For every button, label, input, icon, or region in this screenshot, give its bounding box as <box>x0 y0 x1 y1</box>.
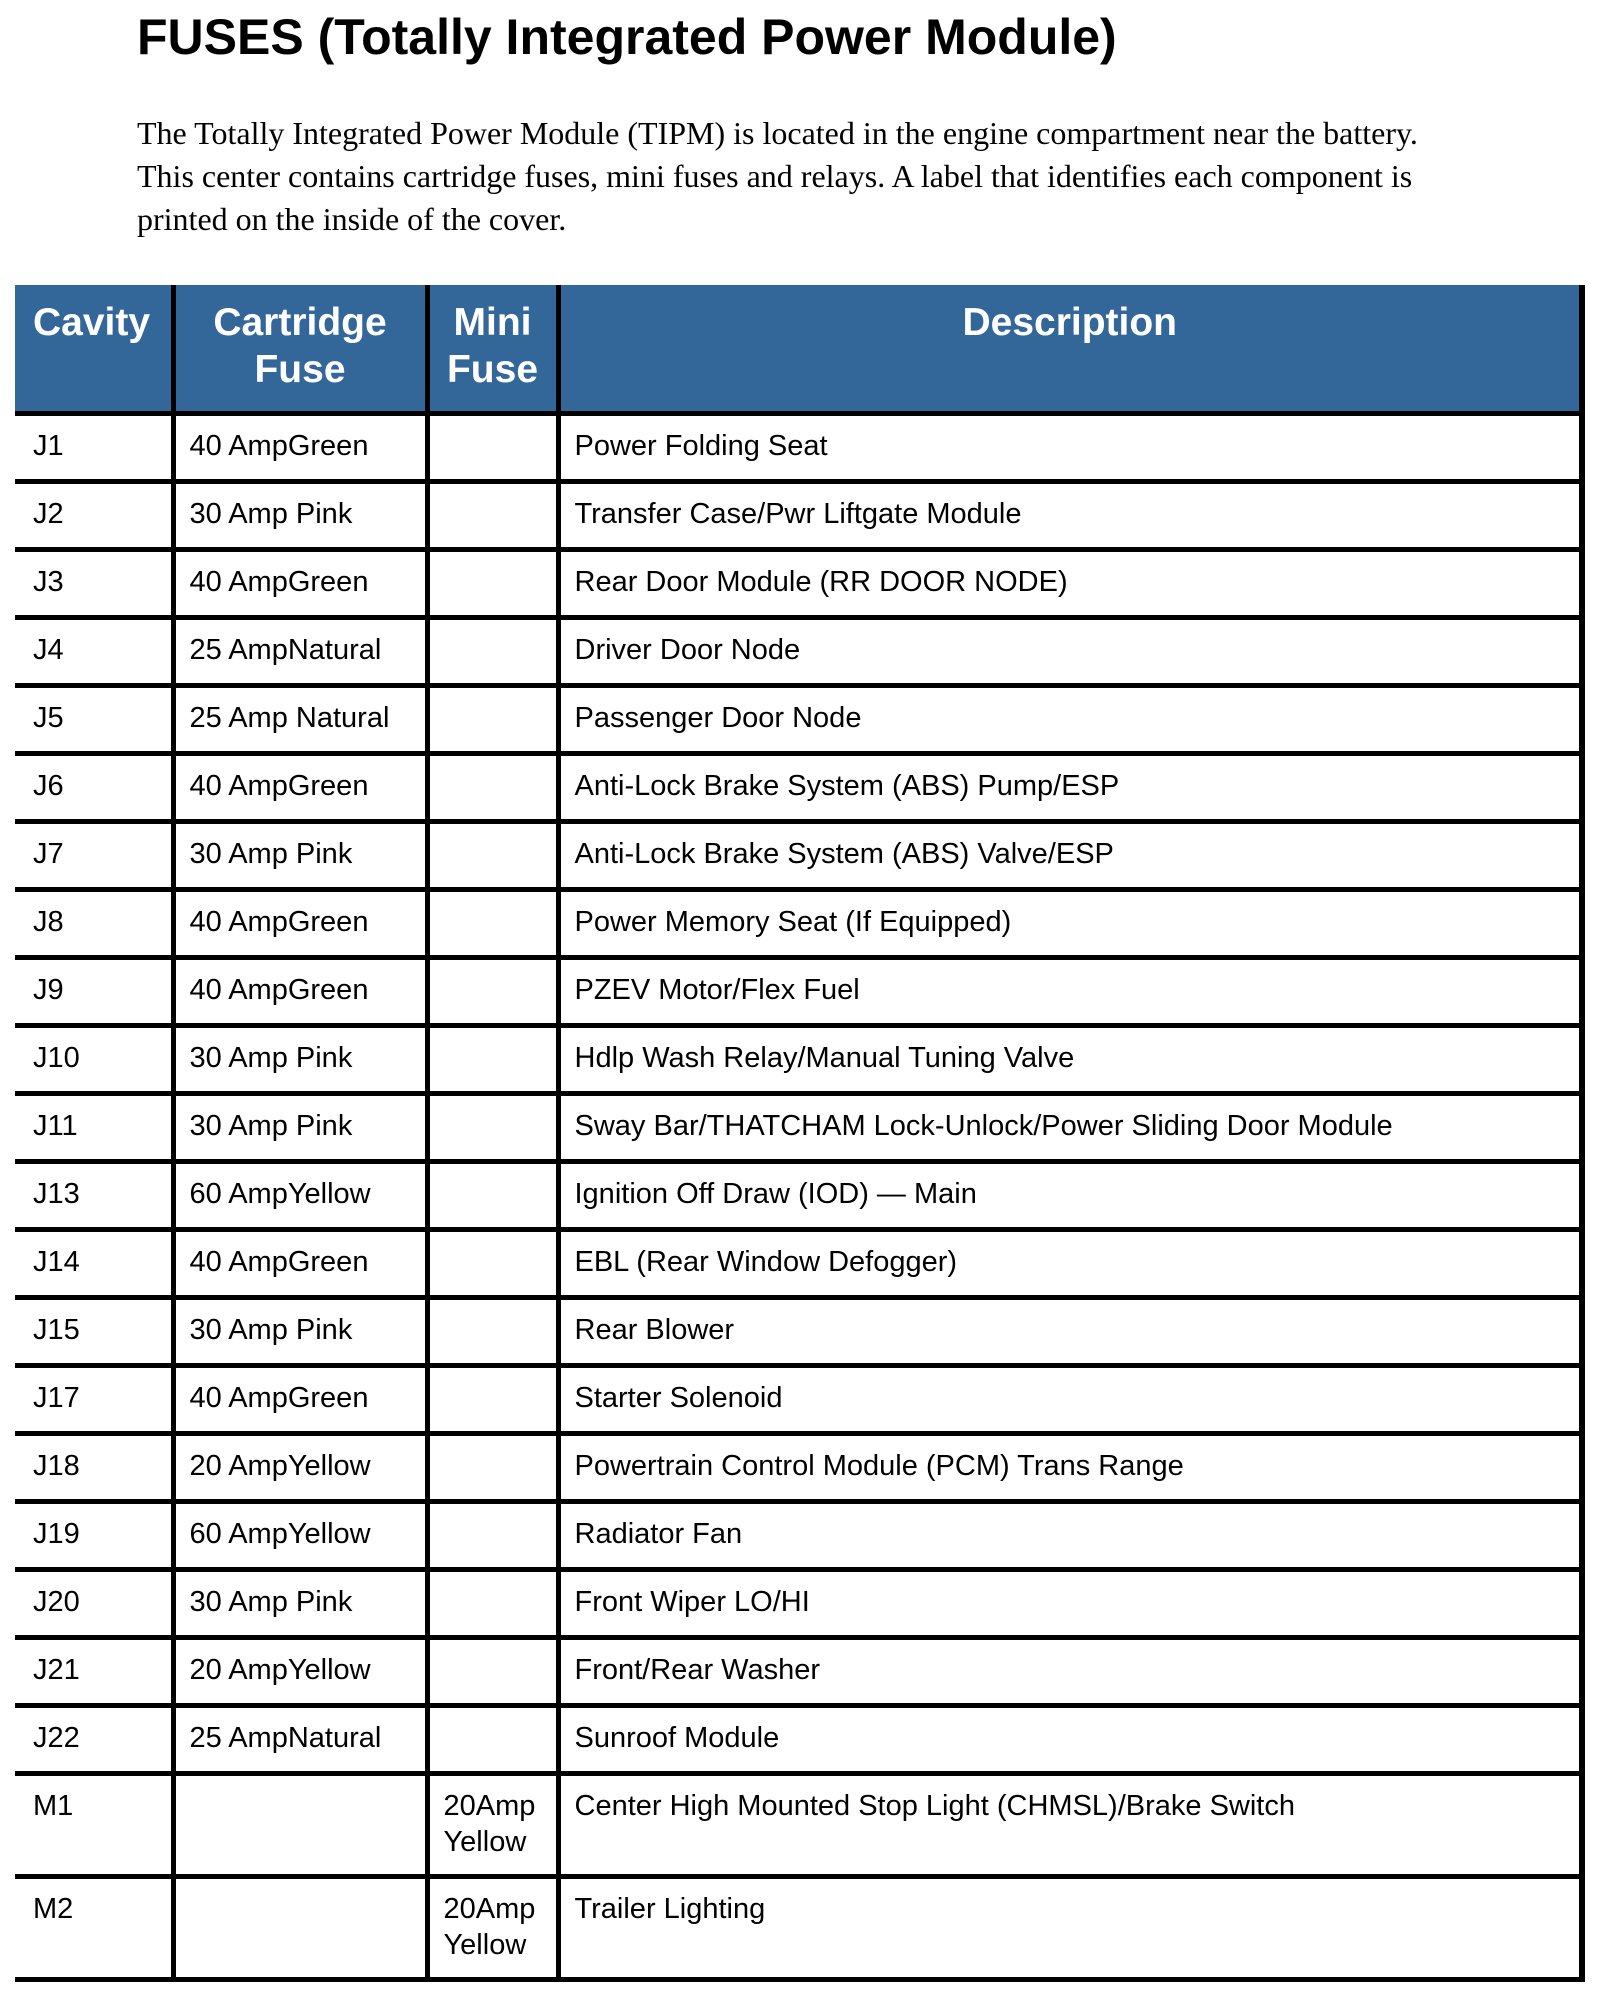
mini-fuse-cell <box>427 481 558 549</box>
mini-fuse-cell <box>427 1569 558 1637</box>
cartridge-fuse-cell <box>173 1773 427 1876</box>
description-cell: Power Folding Seat <box>558 413 1582 481</box>
mini-fuse-cell <box>427 1433 558 1501</box>
mini-fuse-cell <box>427 413 558 481</box>
mini-fuse-cell <box>427 1025 558 1093</box>
description-cell: Power Memory Seat (If Equipped) <box>558 889 1582 957</box>
description-cell: EBL (Rear Window Defogger) <box>558 1229 1582 1297</box>
page-title: FUSES (Totally Integrated Power Module) <box>137 9 1117 65</box>
cavity-cell: J22 <box>15 1705 173 1773</box>
cartridge-fuse-cell: 40 AmpGreen <box>173 549 427 617</box>
mini-fuse-cell <box>427 889 558 957</box>
description-cell: Powertrain Control Module (PCM) Trans Range <box>558 1433 1582 1501</box>
mini-fuse-cell <box>427 957 558 1025</box>
mini-fuse-cell <box>427 685 558 753</box>
mini-fuse-cell <box>427 549 558 617</box>
cartridge-fuse-cell: 40 AmpGreen <box>173 413 427 481</box>
cartridge-fuse-cell: 30 Amp Pink <box>173 1569 427 1637</box>
table-row <box>15 1433 1582 1501</box>
cartridge-fuse-cell: 20 AmpYellow <box>173 1433 427 1501</box>
cavity-cell: J18 <box>15 1433 173 1501</box>
mini-fuse-cell <box>427 1637 558 1705</box>
mini-fuse-cell <box>427 617 558 685</box>
mini-fuse-cell <box>427 1501 558 1569</box>
table-row <box>15 821 1582 889</box>
column-header-cartridge-fuse: Cartridge Fuse <box>173 285 427 413</box>
column-header-description: Description <box>558 285 1582 413</box>
description-cell: Front Wiper LO/HI <box>558 1569 1582 1637</box>
cartridge-fuse-cell: 40 AmpGreen <box>173 889 427 957</box>
table-header-row <box>15 285 1582 413</box>
intro-paragraph: The Totally Integrated Power Module (TIPM) is located in the engine compartment near the battery. This center contains cartridge fuses, mini fuses and relays. A label that identifies each component is printed on the inside of the cover. <box>137 115 1418 237</box>
cavity-cell: J19 <box>15 1501 173 1569</box>
cavity-cell: J11 <box>15 1093 173 1161</box>
cavity-cell: J9 <box>15 957 173 1025</box>
cartridge-fuse-cell: 25 AmpNatural <box>173 617 427 685</box>
table-row <box>15 413 1582 481</box>
mini-fuse-cell: 20Amp Yellow <box>427 1876 558 1979</box>
mini-fuse-cell <box>427 821 558 889</box>
cartridge-fuse-cell <box>173 1876 427 1979</box>
cartridge-fuse-cell: 30 Amp Pink <box>173 1297 427 1365</box>
cavity-cell: J2 <box>15 481 173 549</box>
description-cell: Front/Rear Washer <box>558 1637 1582 1705</box>
table-row <box>15 1705 1582 1773</box>
description-cell: Transfer Case/Pwr Liftgate Module <box>558 481 1582 549</box>
table-row <box>15 1569 1582 1637</box>
mini-fuse-cell <box>427 1365 558 1433</box>
table-row <box>15 957 1582 1025</box>
description-cell: Hdlp Wash Relay/Manual Tuning Valve <box>558 1025 1582 1093</box>
table-row <box>15 753 1582 821</box>
cavity-cell: J1 <box>15 413 173 481</box>
mini-fuse-cell: 20Amp Yellow <box>427 1773 558 1876</box>
cavity-cell: J13 <box>15 1161 173 1229</box>
description-cell: Rear Door Module (RR DOOR NODE) <box>558 549 1582 617</box>
description-cell: Passenger Door Node <box>558 685 1582 753</box>
table-row <box>15 1297 1582 1365</box>
description-cell: Radiator Fan <box>558 1501 1582 1569</box>
mini-fuse-cell <box>427 1093 558 1161</box>
table-row <box>15 1637 1582 1705</box>
cavity-cell: J8 <box>15 889 173 957</box>
table-row <box>15 549 1582 617</box>
cartridge-fuse-cell: 30 Amp Pink <box>173 1093 427 1161</box>
table-row <box>15 1876 1582 1979</box>
cavity-cell: J7 <box>15 821 173 889</box>
description-cell: Anti-Lock Brake System (ABS) Pump/ESP <box>558 753 1582 821</box>
description-cell: Starter Solenoid <box>558 1365 1582 1433</box>
mini-fuse-cell <box>427 1161 558 1229</box>
cavity-cell: J10 <box>15 1025 173 1093</box>
cavity-cell: J14 <box>15 1229 173 1297</box>
cavity-cell: J20 <box>15 1569 173 1637</box>
cartridge-fuse-cell: 40 AmpGreen <box>173 1365 427 1433</box>
table-row <box>15 1773 1582 1876</box>
cavity-cell: J6 <box>15 753 173 821</box>
cartridge-fuse-cell: 40 AmpGreen <box>173 957 427 1025</box>
table-row <box>15 1229 1582 1297</box>
table-row <box>15 1501 1582 1569</box>
table-body <box>15 413 1582 1979</box>
table-row <box>15 617 1582 685</box>
cartridge-fuse-cell: 25 AmpNatural <box>173 1705 427 1773</box>
cartridge-fuse-cell: 40 AmpGreen <box>173 1229 427 1297</box>
description-cell: Ignition Off Draw (IOD) — Main <box>558 1161 1582 1229</box>
description-cell: Rear Blower <box>558 1297 1582 1365</box>
mini-fuse-cell <box>427 1705 558 1773</box>
table-row <box>15 1025 1582 1093</box>
table-row <box>15 685 1582 753</box>
cavity-cell: M2 <box>15 1876 173 1979</box>
table-row <box>15 1093 1582 1161</box>
mini-fuse-cell <box>427 1229 558 1297</box>
cavity-cell: M1 <box>15 1773 173 1876</box>
description-cell: Driver Door Node <box>558 617 1582 685</box>
cavity-cell: J3 <box>15 549 173 617</box>
cartridge-fuse-cell: 60 AmpYellow <box>173 1501 427 1569</box>
description-cell: PZEV Motor/Flex Fuel <box>558 957 1582 1025</box>
cavity-cell: J4 <box>15 617 173 685</box>
mini-fuse-cell <box>427 753 558 821</box>
table-row <box>15 1365 1582 1433</box>
cartridge-fuse-cell: 60 AmpYellow <box>173 1161 427 1229</box>
description-cell: Center High Mounted Stop Light (CHMSL)/Brake Switch <box>558 1773 1582 1876</box>
cartridge-fuse-cell: 30 Amp Pink <box>173 481 427 549</box>
mini-fuse-cell <box>427 1297 558 1365</box>
column-header-cavity: Cavity <box>15 285 173 413</box>
table-row <box>15 481 1582 549</box>
cartridge-fuse-cell: 30 Amp Pink <box>173 1025 427 1093</box>
description-cell: Sunroof Module <box>558 1705 1582 1773</box>
cavity-cell: J21 <box>15 1637 173 1705</box>
cavity-cell: J15 <box>15 1297 173 1365</box>
description-cell: Anti-Lock Brake System (ABS) Valve/ESP <box>558 821 1582 889</box>
description-cell: Sway Bar/THATCHAM Lock-Unlock/Power Sliding Door Module <box>558 1093 1582 1161</box>
cartridge-fuse-cell: 20 AmpYellow <box>173 1637 427 1705</box>
fuse-table <box>15 285 1585 1982</box>
cavity-cell: J5 <box>15 685 173 753</box>
cartridge-fuse-cell: 25 Amp Natural <box>173 685 427 753</box>
table-row <box>15 889 1582 957</box>
description-cell: Trailer Lighting <box>558 1876 1582 1979</box>
cartridge-fuse-cell: 30 Amp Pink <box>173 821 427 889</box>
cartridge-fuse-cell: 40 AmpGreen <box>173 753 427 821</box>
cavity-cell: J17 <box>15 1365 173 1433</box>
column-header-mini-fuse: Mini Fuse <box>427 285 558 413</box>
table-row <box>15 1161 1582 1229</box>
